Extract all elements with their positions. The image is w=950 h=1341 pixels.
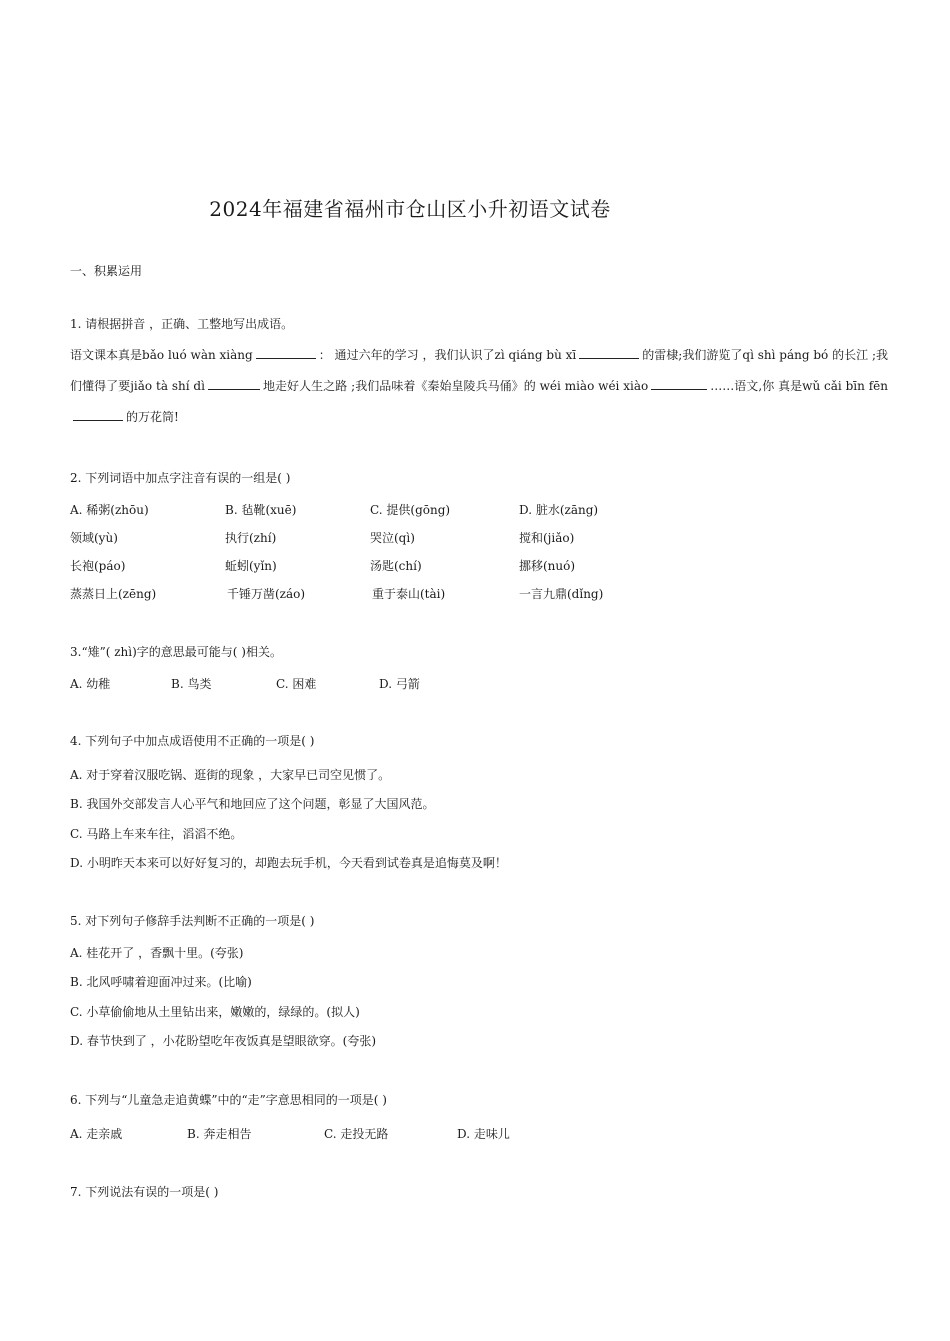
answer-blank-1[interactable] — [256, 346, 316, 359]
option-c[interactable]: C. 走投无路 — [324, 1127, 389, 1141]
section-heading: 一、积累运用 — [70, 264, 143, 278]
q2-cell: A. 稀粥(zhōu) — [70, 503, 149, 517]
option-a[interactable]: A. 走亲戚 — [70, 1127, 123, 1141]
option-d[interactable]: D. 春节快到了 ，小花盼望吃年夜饭真是望眼欲穿。(夸张) — [70, 1034, 377, 1048]
question-5-stem: 5. 对下列句子修辞手法判断不正确的一项是( ) — [70, 914, 315, 928]
q2-cell: 领域(yù) — [70, 531, 118, 545]
option-d[interactable]: D. 弓箭 — [379, 677, 420, 691]
q1-text-8: 的万花筒! — [126, 410, 179, 424]
option-c[interactable]: C. 小草偷偷地从土里钻出来，嫩嫩的，绿绿的。(拟人) — [70, 1005, 360, 1019]
q2-cell: 一言九鼎(dǐng) — [519, 587, 604, 601]
q1-text-3: 的雷棣;我们游览了qì shì páng bó — [642, 348, 829, 362]
q1-text-5: 地走好人生之路 ;我们品味着《秦始皇陵兵马俑》的 wéi miào wéi xiào — [262, 379, 649, 393]
q1-text-4: 的长江 ;我们懂得了要jiǎo tà shí dì — [70, 348, 888, 393]
question-1-paragraph — [70, 340, 888, 433]
question-4-stem: 4. 下列句子中加点成语使用不正确的一项是( ) — [70, 734, 315, 748]
q2-cell: D. 脏水(zāng) — [519, 503, 599, 517]
q2-cell: 千锤万凿(záo) — [227, 587, 306, 601]
option-a[interactable]: A. 桂花开了 ，香飘十里。(夸张) — [70, 946, 244, 960]
option-b[interactable]: B. 鸟类 — [171, 677, 212, 691]
option-b[interactable]: B. 北风呼啸着迎面冲过来。(比喻) — [70, 975, 252, 989]
option-b[interactable]: B. 我国外交部发言人心平气和地回应了这个问题，彰显了大国风范。 — [70, 797, 435, 811]
option-a[interactable]: A. 对于穿着汉服吃锅、逛街的现象 ，大家早已司空见惯了。 — [70, 768, 391, 782]
q1-text-1: 语文课本真是bǎo luó wàn xiàng — [70, 348, 253, 362]
option-c[interactable]: C. 困难 — [276, 677, 317, 691]
answer-blank-5[interactable] — [73, 408, 123, 421]
option-b[interactable]: B. 奔走相告 — [187, 1127, 252, 1141]
q2-cell: 蒸蒸日上(zēng) — [70, 587, 157, 601]
question-1-stem: 1. 请根据拼音 ，正确、工整地写出成语。 — [70, 317, 294, 331]
q2-cell: 执行(zhí) — [225, 531, 277, 545]
q2-cell: 重于泰山(tài) — [372, 587, 446, 601]
q2-cell: C. 提供(gōng) — [370, 503, 451, 517]
q2-cell: 哭泣(qì) — [370, 531, 415, 545]
q2-cell: 蚯蚓(yǐn) — [225, 559, 277, 573]
q1-text-2: ： 通过六年的学习 ，我们认识了zì qiáng bù xī — [318, 348, 577, 362]
page-title: 2024年福建省福州市仓山区小升初语文试卷 — [209, 197, 611, 221]
q2-cell: 长袍(páo) — [70, 559, 126, 573]
option-d[interactable]: D. 小明昨天本来可以好好复习的，却跑去玩手机，今天看到试卷真是追悔莫及啊！ — [70, 856, 507, 870]
option-c[interactable]: C. 马路上车来车往，滔滔不绝。 — [70, 827, 243, 841]
option-d[interactable]: D. 走味儿 — [457, 1127, 510, 1141]
question-7-stem: 7. 下列说法有误的一项是( ) — [70, 1185, 219, 1199]
answer-blank-2[interactable] — [579, 346, 639, 359]
answer-blank-3[interactable] — [208, 377, 260, 390]
question-3-stem: 3.“雉”( zhì)字的意思最可能与( )相关。 — [70, 645, 282, 659]
answer-blank-4[interactable] — [651, 377, 707, 390]
q2-cell: 汤匙(chí) — [370, 559, 422, 573]
q2-cell: 搅和(jiǎo) — [519, 531, 575, 545]
q1-text-7: 真是wǔ cǎi bīn fēn — [778, 379, 888, 393]
q1-text-6: ……语文,你 — [710, 379, 775, 393]
q2-cell: 挪移(nuó) — [519, 559, 576, 573]
question-6-stem: 6. 下列与“儿童急走追黄蝶”中的“走”字意思相同的一项是( ) — [70, 1093, 387, 1107]
option-a[interactable]: A. 幼稚 — [70, 677, 111, 691]
question-2-stem: 2. 下列词语中加点字注音有误的一组是( ) — [70, 471, 291, 485]
q2-cell: B. 毡靴(xuē) — [225, 503, 297, 517]
